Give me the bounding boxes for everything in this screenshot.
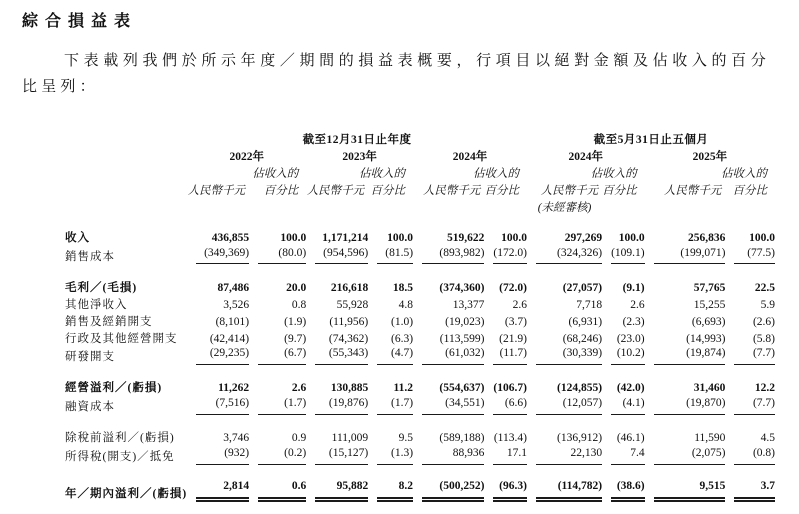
cell-value: 55,928: [336, 298, 369, 311]
subheader-pct-share: 佔收入的: [721, 167, 767, 180]
subheader-rmb: 人民幣千元: [663, 184, 722, 197]
cell-value: (68,246): [562, 332, 603, 345]
cell-value: (4.1): [602, 396, 645, 415]
table-row: [65, 446, 775, 465]
cell-value: 15,255: [693, 298, 726, 311]
cell-value: 0.8: [291, 298, 307, 311]
table-row: [65, 278, 775, 295]
subheader-rmb: 人民幣千元: [422, 184, 481, 197]
cell-value: (11,956): [329, 315, 369, 328]
cell-value: (15,127): [306, 446, 368, 465]
cell-value: (113,599): [439, 332, 485, 345]
period-group-annual: 截至12月31日止年度: [302, 133, 412, 146]
cell-value: 0.6: [249, 479, 306, 502]
unaudited-note: (未經審核): [537, 201, 592, 214]
year-header-2024-5m: 2024年: [568, 150, 604, 163]
cell-value: 100.0: [501, 231, 527, 244]
cell-value: 8.2: [368, 479, 413, 502]
cell-value: (0.2): [249, 446, 306, 465]
cell-value: 100.0: [749, 231, 775, 244]
cell-value: 88,936: [413, 446, 484, 465]
cell-value: 2.6: [291, 382, 307, 395]
cell-value: 11,262: [218, 382, 250, 395]
cell-value: (5.8): [752, 332, 775, 345]
cell-value: (74,362): [328, 332, 369, 345]
table-row: [65, 396, 775, 415]
table-row: [65, 346, 775, 365]
cell-value: (114,782): [527, 479, 602, 502]
section-spacer: [65, 365, 775, 379]
cell-value: (42.0): [616, 382, 645, 395]
cell-value: (136,912): [557, 432, 603, 445]
cell-value: (30,339): [527, 346, 602, 365]
cell-value: 1,171,214: [322, 231, 369, 244]
cell-value: (12,057): [527, 396, 602, 415]
subheader-rmb: 人民幣千元: [540, 184, 599, 197]
table-row: [65, 295, 775, 312]
cell-value: (374,360): [439, 281, 485, 294]
cell-value: (14,993): [686, 332, 726, 345]
cell-value: (2,075): [645, 446, 726, 465]
cell-value: (6,931): [568, 315, 603, 328]
cell-value: 57,765: [693, 281, 726, 294]
cell-value: 5.9: [760, 298, 775, 311]
cell-value: (589,188): [439, 432, 485, 445]
income-table-body: [65, 216, 775, 503]
row-label: 研發開支: [65, 351, 115, 364]
cell-value: 12.2: [754, 382, 775, 395]
cell-value: (72.0): [499, 281, 527, 294]
cell-value: 11.2: [393, 382, 414, 395]
cell-value: 20.0: [286, 281, 307, 294]
cell-value: (21.9): [499, 332, 527, 345]
table-row: [65, 479, 775, 502]
subheader-row-unaudited: [65, 199, 775, 216]
table-row: [65, 429, 775, 446]
cell-value: (81.5): [368, 246, 413, 265]
cell-value: (1.3): [368, 446, 413, 465]
cell-value: 3.7: [725, 479, 775, 502]
row-label: 銷售及經銷開支: [65, 315, 153, 328]
cell-value: (19,870): [645, 396, 726, 415]
subheader-pct-share: 佔收入的: [472, 167, 519, 180]
period-group-interim: 截至5月31日止五個月: [593, 133, 709, 146]
cell-value: (23.0): [616, 332, 645, 345]
subheader-pct: 百分比: [732, 184, 767, 197]
cell-value: (29,235): [187, 346, 249, 365]
cell-value: (893,982): [413, 246, 484, 265]
cell-value: (113.4): [493, 432, 527, 445]
cell-value: (932): [187, 446, 249, 465]
subheader-pct: 百分比: [263, 184, 299, 197]
cell-value: (38.6): [602, 479, 645, 502]
section-spacer: [65, 264, 775, 278]
cell-value: (0.8): [725, 446, 775, 465]
year-header-2022: 2022年: [229, 150, 264, 163]
cell-value: 22.5: [754, 281, 775, 294]
cell-value: (1.0): [390, 315, 414, 328]
row-label: 除稅前溢利／(虧損): [65, 432, 175, 445]
table-header: [65, 131, 775, 216]
cell-value: (19,874): [645, 346, 726, 365]
cell-value: (1.7): [249, 396, 306, 415]
subheader-row-share: [65, 165, 775, 182]
cell-value: (2.3): [622, 315, 645, 328]
table-row: [65, 329, 775, 346]
cell-value: (77.5): [725, 246, 775, 265]
cell-value: (46.1): [616, 432, 645, 445]
row-label: 融資成本: [65, 401, 115, 414]
subheader-pct: 百分比: [484, 184, 519, 197]
table-row: [65, 312, 775, 329]
cell-value: (124,855): [557, 382, 603, 395]
cell-value: 7,718: [576, 298, 603, 311]
cell-value: (80.0): [249, 246, 306, 265]
row-label: 經營溢利／(虧損): [65, 382, 163, 395]
cell-value: 100.0: [618, 231, 645, 244]
cell-value: 9,515: [645, 479, 726, 502]
cell-value: 95,882: [306, 479, 368, 502]
year-header-2023: 2023年: [342, 150, 377, 163]
intro-paragraph: 下表載列我們於所示年度／期間的損益表概要，行項目以絕對金額及佔收入的百分比呈列：: [22, 53, 770, 96]
year-header-row: [65, 148, 775, 165]
cell-value: (349,369): [187, 246, 249, 265]
table-row: [65, 246, 775, 265]
cell-value: 31,460: [693, 382, 726, 395]
cell-value: 3,746: [223, 432, 250, 445]
cell-value: 111,009: [331, 432, 369, 445]
cell-value: (6.6): [484, 396, 527, 415]
cell-value: (19,876): [306, 396, 368, 415]
cell-value: 87,486: [217, 281, 250, 294]
cell-value: (61,032): [413, 346, 484, 365]
subheader-pct: 百分比: [602, 184, 637, 197]
cell-value: 2.6: [512, 298, 527, 311]
page-title: 綜合損益表: [22, 13, 138, 30]
cell-value: 3,526: [223, 298, 250, 311]
cell-value: (34,551): [413, 396, 484, 415]
cell-value: (6,693): [691, 315, 726, 328]
cell-value: (27,057): [562, 281, 603, 294]
cell-value: 11,590: [694, 432, 726, 445]
cell-value: (172.0): [484, 246, 527, 265]
period-group-row: [65, 131, 775, 148]
cell-value: (3.7): [504, 315, 527, 328]
cell-value: 519,622: [447, 231, 485, 244]
cell-value: 22,130: [527, 446, 602, 465]
cell-value: 2,814: [187, 479, 249, 502]
cell-value: (55,343): [306, 346, 368, 365]
subheader-pct-share: 佔收入的: [359, 167, 406, 180]
cell-value: 256,836: [688, 231, 726, 244]
subheader-pct: 百分比: [370, 184, 406, 197]
cell-value: 100.0: [387, 231, 414, 244]
row-label: 其他淨收入: [65, 298, 128, 311]
income-statement-table: [65, 131, 775, 503]
cell-value: (2.6): [752, 315, 775, 328]
table-row: [65, 379, 775, 396]
row-label: 年／期內溢利／(虧損): [65, 488, 188, 501]
cell-value: (106.7): [493, 382, 527, 395]
subheader-row-units: [65, 182, 775, 199]
cell-value: (96.3): [484, 479, 527, 502]
cell-value: (554,637): [439, 382, 485, 395]
cell-value: 13,377: [452, 298, 485, 311]
row-label: 所得稅(開支)／抵免: [65, 451, 175, 464]
cell-value: 2.6: [630, 298, 645, 311]
cell-value: (19,023): [445, 315, 485, 328]
cell-value: (6.7): [249, 346, 306, 365]
cell-value: (9.1): [622, 281, 645, 294]
subheader-pct-share: 佔收入的: [590, 167, 637, 180]
row-label: 收入: [65, 231, 90, 244]
cell-value: 436,855: [211, 231, 250, 244]
year-header-2024: 2024年: [452, 150, 488, 163]
cell-value: (6.3): [390, 332, 414, 345]
cell-value: (4.7): [368, 346, 413, 365]
cell-value: (199,071): [645, 246, 726, 265]
cell-value: 130,885: [330, 382, 369, 395]
cell-value: (7.7): [725, 346, 775, 365]
cell-value: 0.9: [291, 432, 307, 445]
cell-value: (1.9): [284, 315, 307, 328]
row-label: 毛利／(毛損): [65, 281, 138, 294]
subheader-rmb: 人民幣千元: [187, 184, 246, 197]
cell-value: 216,618: [330, 281, 369, 294]
cell-value: (954,596): [306, 246, 368, 265]
subheader-pct-share: 佔收入的: [252, 167, 299, 180]
year-header-2025-5m: 2025年: [692, 150, 728, 163]
cell-value: (9.7): [284, 332, 307, 345]
cell-value: (109.1): [602, 246, 645, 265]
cell-value: 297,269: [564, 231, 603, 244]
cell-value: (7,516): [187, 396, 249, 415]
cell-value: (10.2): [602, 346, 645, 365]
cell-value: 18.5: [392, 281, 414, 294]
cell-value: (1.7): [368, 396, 413, 415]
cell-value: (11.7): [484, 346, 527, 365]
cell-value: 9.5: [398, 432, 414, 445]
cell-value: (500,252): [413, 479, 484, 502]
section-spacer: [65, 465, 775, 479]
subheader-rmb: 人民幣千元: [306, 184, 365, 197]
section-spacer: [65, 415, 775, 429]
cell-value: 100.0: [280, 231, 307, 244]
cell-value: 4.8: [398, 298, 414, 311]
row-label: 行政及其他經營開支: [65, 332, 178, 345]
cell-value: 17.1: [484, 446, 527, 465]
cell-value: (324,326): [527, 246, 602, 265]
cell-value: 4.5: [760, 432, 775, 445]
row-label: 銷售成本: [65, 250, 115, 263]
table-row: [65, 216, 775, 246]
cell-value: 7.4: [602, 446, 645, 465]
cell-value: (7.7): [725, 396, 775, 415]
cell-value: (42,414): [209, 332, 250, 345]
cell-value: (8,101): [215, 315, 250, 328]
